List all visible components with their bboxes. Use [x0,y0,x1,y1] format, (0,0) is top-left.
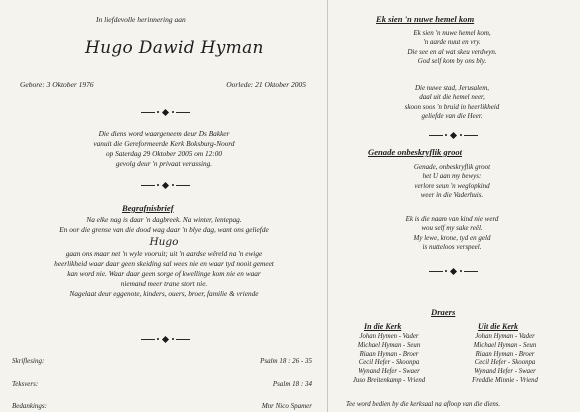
poem-line: verlore seun 'n weglopkind [414,181,490,190]
letter-line: En oor die grense van die dood wag daar 'n blye dag, want ons geliefde [59,225,269,234]
bearer-entry: Wynand Hefer - Swaer [358,368,420,376]
service-details [14,129,314,169]
poem-line: Genade, onbeskryflik groot [413,163,491,171]
bearer-entry: Cecil Hefer - Skoonpa [358,359,420,367]
letter-text [6,215,322,299]
bearer-entry: Johan Hyman - Vader [475,333,535,340]
service-line: Die diens word waargeneem deur Ds Bakker [98,129,230,138]
reading-row [12,357,312,365]
ornament-divider [138,107,192,117]
poem-line: geliefde van die Heer. [421,111,483,120]
church-bearers-list [336,333,442,386]
letter-heading: Begrafnisbrief [122,203,174,213]
poem-line: God self kom by ons bly. [417,56,487,65]
row-label: Bedankings: [12,402,47,410]
poem2-verse2 [332,215,572,252]
bearer-entry: Michael Hyman - Seun [357,341,421,349]
outside-bearers-list [452,333,558,386]
ornament-divider [138,180,192,190]
poem-line: 'n aarde nuut en vry. [423,38,481,47]
poem-line: Die see en al wat skeu verdwyn. [407,47,497,56]
service-line: vanuit die Gereformeerde Kerk Boksburg-Noord [93,139,235,148]
thanks-row [12,402,312,410]
poem-line: skoon soos 'n bruid in heerlikheid [404,102,500,111]
letter-line: Nagelaat deur eggenote, kinders, ouers, broer, familie & vriende [69,289,259,298]
right-page [328,0,580,412]
letter-line: gaan ons maar net 'n wyle vooruit; uit 'n aardse wêreld na 'n ewige [65,249,263,258]
poem-line: het U aan my bewys: [422,172,482,181]
poem-line: Ek sien 'n nuwe hemel kom, [413,29,491,37]
poem-line: weer in die Vaderhuis. [420,190,484,199]
birth-date: Gebore: 3 Oktober 1976 [20,80,94,89]
poem1-verse1 [332,29,572,66]
ornament-divider [426,130,480,140]
death-date: Oorlede: 21 Oktober 2005 [226,80,306,89]
verse-row [12,380,312,388]
poem1-verse2 [332,84,572,121]
row-value: Psalm 18 : 34 [272,380,312,388]
bearer-entry: Freddie Minnie - Vriend [472,376,538,384]
row-value: Mnr Nico Spamer [261,402,312,410]
bearers-heading: Draers [431,307,456,317]
intro-text: In liefdevolle herinnering aan [96,15,186,24]
service-line: op Saterdag 29 Oktober 2005 om 12:00 [105,149,223,158]
refreshments-note: Tee word bedien by die kerksaal na afloop van die diens. [346,401,501,408]
bearer-entry: Juso Breitenkamp - Vriend [352,376,426,384]
poem-line: is nutteloos verspeel. [422,242,482,251]
bearer-entry: Riaan Hyman - Broer [359,350,419,358]
ornament-divider [138,334,192,344]
row-label: Teksvers: [12,380,39,388]
letter-line: niemand meer trane stort nie. [120,279,208,288]
poem-line: My lewe, krone, tyd en geld [413,233,491,242]
bearer-entry: Johan Hymen - Vader [359,333,419,340]
letter-line: heerlikheid waar daar geen skeiding sal wees nie en waar tyd nooit gemeet [54,259,274,268]
deceased-name: Hugo Dawid Hyman [85,38,264,58]
poem1-heading: Ek sien 'n nuwe hemel kom [376,14,475,24]
letter-name: Hugo [149,236,179,248]
poem2-verse1 [332,163,572,200]
row-value: Psalm 18 : 26 - 35 [260,357,312,365]
bearer-entry: Michael Hyman - Seun [473,341,537,349]
poem-line: Ek is die naam van kind nie werd [405,215,499,223]
poem-line: daal uit die hemel neer, [419,93,485,102]
outside-bearers-heading: Uit die Kerk [478,322,518,331]
letter-line: Na elke nag is daar 'n dagbreek. Na winter, lentepag. [86,215,242,224]
bearer-entry: Riaan Hyman - Broer [475,350,535,358]
service-line: gevolg deur 'n privaat verassing. [115,159,213,168]
bearer-entry: Wynand Hefer - Swaer [474,368,536,376]
poem-line: wou self my sake reël. [421,224,483,233]
row-label: Skriflesing: [12,357,45,365]
poem-line: Die nuwe stad, Jerusalem, [414,84,490,92]
dates-row [20,80,306,89]
poem2-heading: Genade onbeskryflik groot [368,147,463,157]
bearer-entry: Cecil Hefer - Skoonpa [474,359,536,367]
letter-line: kan word nie. Waar daar geen sorge of kwellinge kom nie en waar [67,269,261,278]
church-bearers-heading: In die Kerk [364,322,402,331]
ornament-divider [426,266,480,276]
